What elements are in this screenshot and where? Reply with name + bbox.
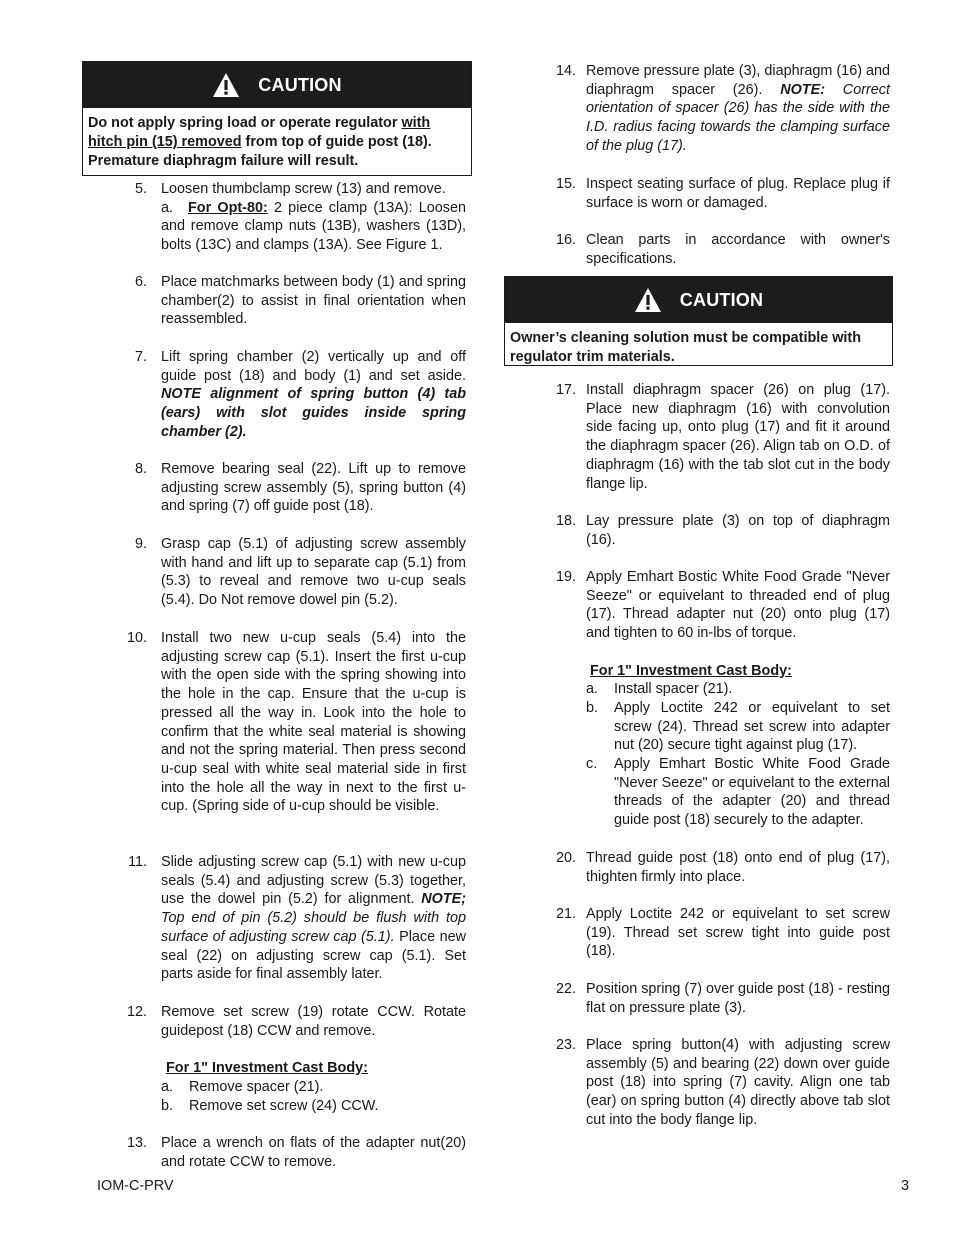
step-text: Place spring button(4) with adjusting screw assembly (5) and bearing (22) down over guide post (18) into spring (7) cavity. Align one tab (ear) on spring button (4) directly above tab slot cut into the body flange lip.	[586, 1037, 890, 1128]
step-number: 11.	[128, 854, 147, 870]
note-label: NOTE:	[780, 81, 825, 98]
step-text: Remove pressure plate (3), diaphragm (16) and diaphragm spacer (26).	[586, 63, 890, 98]
step-number: 15.	[555, 176, 576, 192]
step-number: 17.	[555, 382, 576, 398]
step-number: 12.	[126, 1004, 147, 1020]
footer-doc-id: IOM-C-PRV	[97, 1178, 174, 1194]
step-text: Lay pressure plate (3) on top of diaphragm (16).	[586, 513, 890, 548]
step-number: 18.	[555, 513, 576, 529]
step-number: 7.	[134, 349, 147, 365]
sub-text: Remove spacer (21).	[189, 1079, 324, 1095]
sub-letter: a.	[161, 199, 174, 216]
caution-text: Owner’s cleaning solution must be compatible with regulator trim materials.	[510, 330, 862, 365]
step-text: Loosen thumbclamp screw (13) and remove.	[161, 181, 446, 197]
sub-text: Install spacer (21).	[614, 681, 733, 697]
investment-cast-heading: For 1" Investment Cast Body:	[166, 1060, 368, 1076]
sub-letter: b.	[161, 1098, 174, 1114]
step-number: 9.	[134, 536, 147, 552]
warning-icon	[212, 72, 240, 98]
step-number: 10.	[126, 630, 147, 646]
sub-text: Remove set screw (24) CCW.	[189, 1098, 379, 1114]
sub-letter: a.	[161, 1079, 174, 1095]
caution-title: CAUTION	[258, 74, 342, 95]
caution-text-part: from top of guide post (18). Premature diaphragm failure will result.	[88, 134, 432, 169]
caution-text-part: Do not apply spring load or operate regulator	[88, 115, 402, 131]
step-text: Remove set screw (19) rotate CCW. Rotate guidepost (18) CCW and remove.	[161, 1004, 466, 1039]
opt80-label: For Opt-80:	[188, 199, 268, 216]
step-text: Install two new u-cup seals (5.4) into the adjusting screw cap (5.1). Insert the first u-cup with the open side with the spring showing into the hole in the cap. Ensure that the u-cup is pressed all the way in. Look into the hole to confirm that the white seal material is showing and not the spring material. Then press second u-cup seal with white seal material side in first into the hole all the way in next to the first u-cup. (Spring side of u-cup should be visible.	[161, 630, 466, 815]
step-number: 6.	[134, 274, 147, 290]
step-text: Apply Loctite 242 or equivelant to set screw (19). Thread set screw tight into guide post (18).	[586, 906, 890, 960]
step-number: 16.	[555, 232, 576, 248]
step-text: Apply Emhart Bostic White Food Grade "Never Seeze" or equivelant to threaded end of plug (17). Thread adapter nut (20) onto plug (17) and tighten to 60 in-lbs of torque.	[586, 569, 890, 642]
step-text: Inspect seating surface of plug. Replace plug if surface is worn or damaged.	[586, 176, 890, 211]
step-number: 19.	[555, 569, 576, 585]
caution-text	[83, 108, 471, 177]
step-number: 8.	[134, 461, 147, 477]
sub-text: Apply Emhart Bostic White Food Grade "Never Seeze" or equivelant to the external threads of the adapter (20) and thread guide post (18) securely to the adapter.	[614, 756, 890, 829]
step-number: 5.	[134, 181, 147, 197]
step-number: 13.	[126, 1135, 147, 1151]
step-text: Remove bearing seal (22). Lift up to remove adjusting screw assembly (5), spring button (4) and spring (7) off guide post (18).	[161, 461, 466, 515]
step-text: Place matchmarks between body (1) and spring chamber(2) to assist in final orientation when reassembled.	[161, 274, 466, 328]
step-text: Position spring (7) over guide post (18) - resting flat on pressure plate (3).	[586, 981, 890, 1016]
step-number: 22.	[555, 981, 576, 997]
caution-header	[83, 62, 471, 108]
step-text: Grasp cap (5.1) of adjusting screw assembly with hand and lift up to separate cap (5.1) from (5.3) to reveal and remove two u-cup seals (5.4). Do Not remove dowel pin (5.2).	[161, 536, 466, 609]
caution-text-underlined: with hitch pin (15) removed	[88, 115, 431, 150]
sub-letter: c.	[586, 756, 598, 772]
sub-text: 2 piece clamp (13A): Loosen and remove clamp nuts (13B), washers (13D), bolts (13C) and clamps (13A). See Figure 1.	[161, 199, 467, 254]
caution-box-left	[82, 61, 472, 176]
step-text: Thread guide post (18) onto end of plug (17), thighten firmly into place.	[586, 850, 890, 885]
sub-letter: b.	[586, 700, 599, 716]
note-text: Correct orientation of spacer (26) has the side with the I.D. radius facing towards the clamping surface of the plug (17).	[586, 81, 890, 154]
sub-text: Apply Loctite 242 or equivelant to set screw (24). Thread set screw into adapter nut (20) secure tight against plug (17).	[614, 700, 890, 754]
step-number: 21.	[555, 906, 576, 922]
caution-box-right	[504, 276, 893, 366]
step-number: 20.	[555, 850, 576, 866]
footer-page-number: 3	[901, 1178, 910, 1194]
investment-cast-heading: For 1" Investment Cast Body:	[590, 663, 792, 679]
step-number: 23.	[555, 1037, 576, 1053]
step-text: Clean parts in accordance with owner's specifications.	[586, 232, 890, 267]
step-text: Slide adjusting screw cap (5.1) with new u-cup seals (5.4) and adjusting screw (5.3) together, use the dowel pin (5.2) for alignment.	[161, 854, 466, 908]
caution-title: CAUTION	[679, 289, 764, 310]
step-text: Install diaphragm spacer (26) on plug (17). Place new diaphragm (16) with convolution side facing up, onto plug (17) and fit it around the diaphragm spacer (26). Align tab on O.D. of diaphragm (16) with the tab slot cut in the body flange lip.	[586, 382, 890, 492]
sub-letter: a.	[586, 681, 599, 697]
step-text: Place a wrench on flats of the adapter nut(20) and rotate CCW to remove.	[161, 1135, 466, 1170]
note-label: NOTE;	[421, 891, 466, 908]
warning-icon	[634, 287, 662, 313]
caution-header	[505, 277, 892, 323]
step-note: NOTE alignment of spring button (4) tab (ears) with slot guides inside spring chamber (2).	[161, 386, 466, 440]
note-text: Top end of pin (5.2) should be flush with top surface of adjusting screw cap (5.1).	[161, 910, 466, 945]
step-text: Place new seal (22) on adjusting screw cap (5.1). Set parts aside for final assembly later.	[161, 928, 466, 983]
step-text: Lift spring chamber (2) vertically up and off guide post (18) and body (1) and set aside.	[161, 349, 466, 384]
step-number: 14.	[555, 63, 576, 79]
